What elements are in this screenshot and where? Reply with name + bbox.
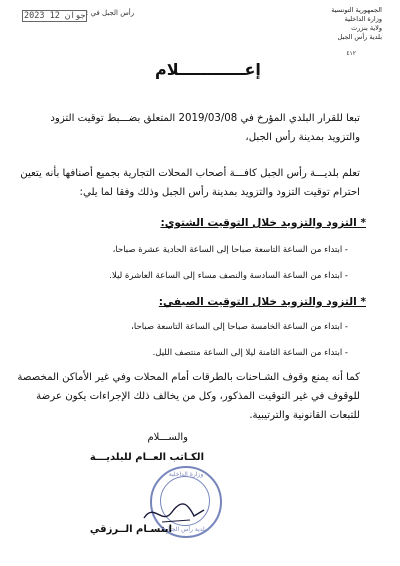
date-stamp-text: 2023 جوان 12 bbox=[24, 11, 86, 21]
reference-number: ٤١٢ bbox=[346, 50, 356, 57]
letterhead-governorate: ولاية بنزرت bbox=[351, 24, 382, 32]
signatory-title: الكـاتب العــام للبلديـــة bbox=[89, 452, 204, 463]
place-date-label: رأس الجبل في : bbox=[86, 9, 135, 17]
seal-top-text: وزارة الداخلية bbox=[168, 471, 204, 478]
prohibition-paragraph: كما أنه يمنع وقوف الشـاحنات بالطرقات أمام المحلات وفي غير الأماكن المخصصة للوقوف في غير التوقيت المذكور، وكل من يخالف ذلك الإجراءات يكون عرضة للتبعات القانونية والترتيبية. bbox=[17, 372, 360, 421]
winter-item-1: - ابتداء من الساعة التاسعة صباحا إلى الساعة الحادية عشرة صباحا، bbox=[112, 245, 348, 255]
notice-paragraph: تعلم بلديـــة رأس الجبل كافـــة أصحاب المحلات التجارية بجميع أصنافها بأنه يتعين احترام توقيت التزود والتزويد بمدينة رأس الجبل وذلك وفقا لما يلي: bbox=[20, 168, 360, 198]
letterhead-ministry: وزارة الداخلية bbox=[344, 15, 382, 23]
winter-item-2: - ابتداء من الساعة السادسة والنصف مساء إلى الساعة العاشرة ليلا. bbox=[109, 271, 348, 281]
date-stamp bbox=[22, 10, 87, 22]
signatory-name: ابتسـام الــرزقي bbox=[89, 524, 172, 535]
summer-item-1: - ابتداء من الساعة الخامسة صباحا إلى الساعة التاسعة صباحا، bbox=[131, 322, 348, 332]
closing-salutation: والســـلام bbox=[147, 432, 188, 443]
summer-heading: * التزود والتزويد خلال التوقيت الصيفي: bbox=[158, 296, 366, 308]
page-title: إعــــــــــــلام bbox=[155, 60, 261, 79]
letterhead bbox=[331, 6, 382, 42]
seal-bottom-text: بلدية رأس الجبل bbox=[165, 526, 207, 533]
winter-heading: * التزود والتزويد خلال التوقيت الشتوي: bbox=[160, 217, 366, 229]
intro-paragraph: تبعا للقرار البلدي المؤرخ في 2019/03/08 المتعلق بضـــبط توقيت التزود والتزويد بمدينة رأس الجبل، bbox=[50, 113, 360, 143]
summer-item-2: - ابتداء من الساعة الثامنة ليلا إلى الساعة منتصف الليل. bbox=[152, 348, 348, 358]
letterhead-municipality: بلدية رأس الجبل bbox=[337, 33, 382, 41]
letterhead-republic: الجمهورية التونسية bbox=[331, 6, 382, 14]
